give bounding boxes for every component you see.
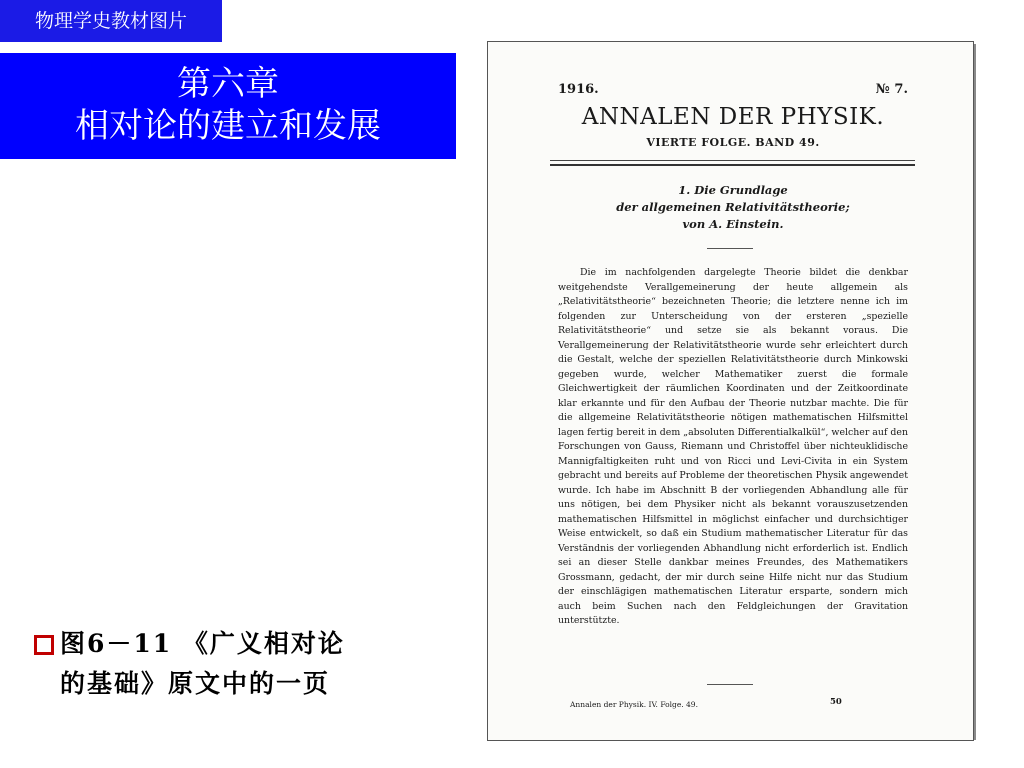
caption-line-2: 的基础》原文中的一页 <box>60 669 331 698</box>
corner-label: 物理学史教材图片 <box>0 0 222 42</box>
article-title-line-1: 1. Die Grundlage <box>678 183 788 197</box>
issue-number: № 7. <box>875 82 908 97</box>
year: 1916. <box>558 82 599 97</box>
caption-line-1: 图6－11 《广义相对论 <box>60 629 345 658</box>
footer-divider <box>707 684 753 685</box>
journal-title: ANNALEN DER PHYSIK. <box>581 104 885 130</box>
chapter-title: 相对论的建立和发展 <box>75 106 381 146</box>
article-author: von A. Einstein. <box>682 217 784 231</box>
article-body <box>558 266 908 629</box>
title-divider <box>707 248 753 249</box>
footer-citation: Annalen der Physik. IV. Folge. 49. <box>570 700 698 709</box>
header-rule-thick <box>550 164 915 166</box>
figure-caption <box>34 624 434 704</box>
scanned-page <box>487 41 974 741</box>
square-bullet-icon <box>34 635 54 655</box>
body-paragraph: Die im nachfolgenden dargelegte Theorie bildet die denkbar weitgehendste Verallgemeinerung der heute allgemein als „Relativitätstheorie“ bezeichneten Theorie; die letztere nenne ich im folgenden zur Unterscheidung von der ersteren „spezielle Relativitätstheorie“ und setze sie als bekannt voraus. Die Verallgemeinerung der Relativitätstheorie wurde sehr erleichtert durch die Gestalt, welche der speziellen Relativitätstheorie durch Minkowski gegeben wurde, welcher Mathematiker zuerst die formale Gleichwertigkeit der räumlichen Koordinaten und der Zeitkoordinate klar erkannte und für den Aufbau der Theorie nutzbar machte. Die für die allgemeine Relativitätstheorie nötigen mathematischen Hilfsmittel lagen fertig bereit in dem „absoluten Differentialkalkül“, welcher auf den Forschungen von Gauss, Riemann und Christoffel über nichteuklidische Mannigfaltigkeiten ruht und von Ricci und Levi-Civita in ein System gebracht und bereits auf Probleme der theoretischen Physik angewendet wurde. Ich habe im Abschnitt B der vorliegenden Abhandlung alle für uns nötigen, bei dem Physiker nicht als bekannt vorauszusetzenden mathematischen Hilfsmittel in möglichst einfacher und durchsichtiger Weise entwickelt, so daß ein Studium mathematischer Literatur für das Verständnis der vorliegenden Abhandlung nicht erforderlich ist. Endlich sei an dieser Stelle dankbar meines Freundes, des Mathematikers Grossmann, gedacht, der mir durch seine Hilfe nicht nur das Studium der einschlägigen mathematischen Literatur ersparte, sondern mich auch beim Suchen nach den Feldgleichungen der Gravitation unterstützte. <box>558 267 908 626</box>
header-rule <box>550 160 915 161</box>
journal-series: VIERTE FOLGE. BAND 49. <box>646 136 820 149</box>
chapter-heading <box>0 53 456 159</box>
page-number: 50 <box>830 697 842 707</box>
article-title-line-2: der allgemeinen Relativitätstheorie; <box>616 200 850 214</box>
article-title <box>548 182 918 233</box>
chapter-number: 第六章 <box>177 64 279 104</box>
